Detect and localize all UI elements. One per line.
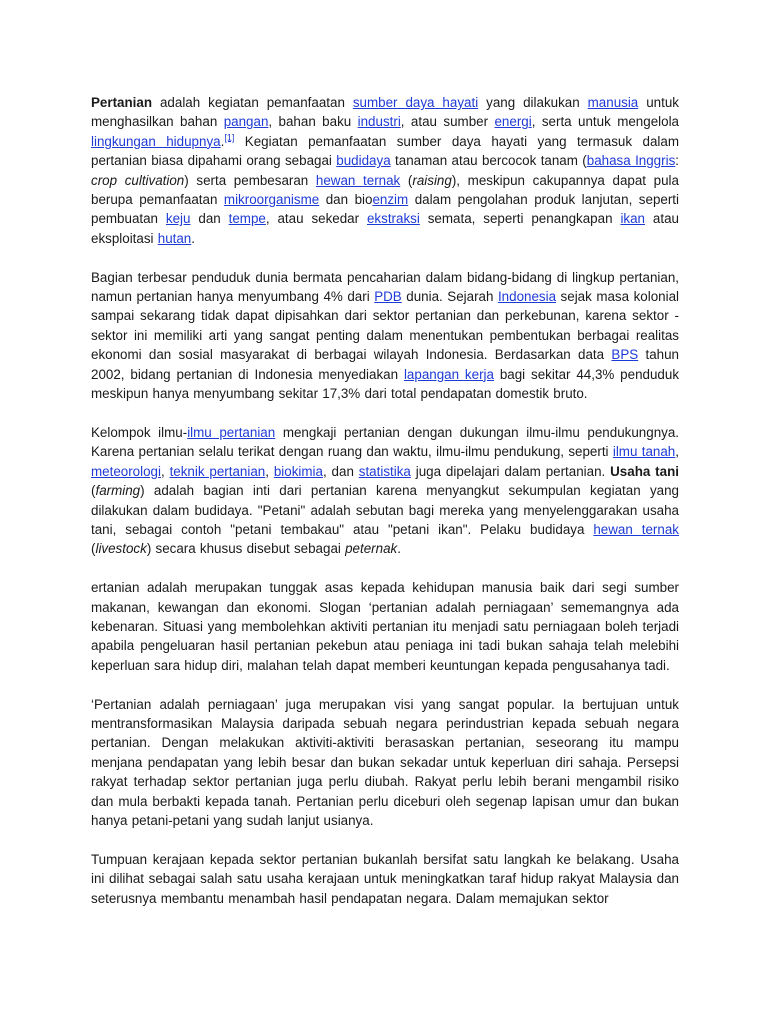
text-run: , atau sumber	[400, 114, 495, 130]
paragraph	[91, 268, 679, 404]
text-run: (	[400, 172, 413, 188]
text-run: adalah kegiatan pemanfaatan	[152, 95, 353, 110]
text-run: ) serta pembesaran	[184, 172, 316, 188]
text-run: Tumpuan kerajaan kepada sektor pertanian bukanlah bersifat satu langkah ke belakang. Usaha ini dilihat sebagai salah satu usaha kerajaan untuk meningkatkan taraf hidup rakyat Malaysia dan seterusnya membantu menambah hasil pendapatan negara. Dalam memajukan sektor	[91, 851, 679, 906]
italic-term: peternak	[345, 541, 398, 557]
paragraph	[91, 695, 679, 831]
wiki-link[interactable]: hewan ternak	[315, 172, 401, 188]
text-run: ertanian adalah merupakan tunggak asas kepada kehidupan manusia baik dari segi sumber makanan, kewangan dan ekonomi. Slogan ‘pertanian adalah perniagaan’ sememangnya ada kebenaran. Situasi yang membolehkan aktiviti pertanian itu menjadi satu perniagaan boleh terjadi apabila pengeluaran hasil pertanian pekebun atau peniaga ini tadi bukan sahaja telah melebihi keperluan sara hidup diri, malahan telah dapat memberi keuntungan kepada pengusahanya tadi.	[91, 580, 679, 673]
text-run: dan bio	[319, 192, 373, 208]
wiki-link[interactable]: Indonesia	[497, 289, 557, 305]
wiki-link[interactable]: pangan	[223, 114, 269, 130]
text-run: , bahan baku	[268, 114, 358, 130]
wiki-link[interactable]: biokimia	[273, 463, 323, 479]
wiki-link[interactable]: keju	[165, 211, 191, 227]
text-run: juga dipelajari dalam pertanian.	[410, 463, 611, 479]
bold-term: Pertanian	[91, 95, 153, 110]
paragraph	[91, 578, 679, 675]
paragraph	[91, 850, 679, 908]
wiki-link[interactable]: energi	[494, 114, 532, 130]
wiki-link[interactable]: BPS	[611, 347, 639, 363]
text-run: ,	[675, 444, 679, 460]
text-run: yang dilakukan	[478, 95, 588, 110]
text-run: Kelompok ilmu-	[91, 424, 188, 440]
italic-term: raising	[412, 172, 452, 188]
wiki-link[interactable]: industri	[357, 114, 401, 130]
wiki-link[interactable]: statistika	[358, 463, 411, 479]
text-run: , atau sekedar	[265, 211, 367, 227]
wiki-link[interactable]: manusia	[587, 95, 639, 110]
wiki-link[interactable]: budidaya	[336, 153, 391, 169]
text-run: mengkaji pertanian dengan dukungan ilmu-ilmu pendukungnya. Karena pertanian selalu terikat dengan ruang dan waktu, ilmu-ilmu pendukung, seperti	[91, 424, 679, 460]
italic-term: crop cultivation	[91, 172, 185, 188]
text-run: (	[91, 541, 96, 557]
text-run: .	[397, 541, 401, 557]
text-run: ) secara khusus disebut sebagai	[146, 541, 346, 557]
text-run: ,	[160, 463, 170, 479]
text-run: Bagian terbesar penduduk dunia bermata pencaharian dalam bidang-bidang di lingkup pertanian, namun pertanian hanya menyumbang 4% dari	[91, 269, 679, 305]
text-run: ‘Pertanian adalah perniagaan’ juga merupakan visi yang sangat popular. Ia bertujuan untuk mentransformasikan Malaysia daripada sebuah negara perindustrian kepada sebuah negara pertanian. Dengan melakukan aktiviti-aktiviti berasaskan pertanian, seseorang itu mampu menjana pendapatan yang lebih besar dan bukan sekadar untuk keperluan diri sahaja. Persepsi rakyat terhadap sektor pertanian juga perlu diubah. Rakyat perlu lebih berani mengambil risiko dan mula berbakti kepada tanah. Pertanian perlu diceburi oleh segenap lapisan umur dan bukan hanya petani-petani yang sudah lanjut usianya.	[91, 696, 679, 828]
wiki-link[interactable]: lingkungan hidupnya	[91, 133, 221, 149]
text-run: , serta untuk mengelola	[531, 114, 679, 130]
text-run: .	[191, 230, 195, 246]
wiki-link[interactable]: ikan	[620, 211, 646, 227]
wiki-link[interactable]: enzim	[372, 192, 409, 208]
text-run: sejak masa kolonial sampai sekarang tidak dapat dipisahkan dari sektor pertanian dan perkebunan, karena sektor - sektor ini memiliki arti yang sangat penting dalam menentukan pembentukan berbagai realitas ekonomi dan sosial masyarakat di berbagai wilayah Indonesia. Berdasarkan data	[91, 289, 680, 363]
wiki-link[interactable]: hewan ternak	[593, 521, 679, 537]
text-run: :	[675, 153, 679, 169]
footnote-ref[interactable]: [1]	[224, 132, 235, 143]
wiki-link[interactable]: tempe	[228, 211, 266, 227]
text-run: ), meskipun cakupannya dapat pula berupa pemanfaatan	[91, 172, 679, 208]
wiki-link[interactable]: ilmu pertanian	[187, 424, 276, 440]
wiki-link[interactable]: teknik pertanian	[169, 463, 266, 479]
italic-term: livestock	[95, 541, 147, 557]
text-run: Kegiatan pemanfaatan sumber daya hayati yang termasuk dalam pertanian biasa dipahami orang sebagai	[91, 133, 679, 169]
wiki-link[interactable]: ilmu tanah	[612, 444, 676, 460]
text-run: dunia. Sejarah	[401, 289, 498, 305]
paragraph	[91, 423, 679, 559]
text-run: ,	[265, 463, 274, 479]
text-run: dan	[190, 211, 229, 227]
paragraph	[91, 93, 679, 248]
text-run: .	[220, 133, 225, 149]
wiki-link[interactable]: meteorologi	[91, 463, 161, 479]
text-run: untuk menghasilkan bahan	[91, 95, 679, 130]
wiki-link[interactable]: lapangan kerja	[403, 366, 494, 382]
wiki-link[interactable]: ekstraksi	[366, 211, 420, 227]
text-run: atau eksploitasi	[91, 211, 679, 246]
text-run: , dan	[322, 463, 359, 479]
wiki-link[interactable]: PDB	[374, 289, 402, 305]
text-run: tanaman atau bercocok tanam (	[390, 153, 587, 169]
wiki-link[interactable]: sumber daya hayati	[352, 95, 479, 110]
wiki-link[interactable]: mikroorganisme	[223, 192, 320, 208]
italic-term: farming	[95, 483, 141, 499]
text-run: tahun 2002, bidang pertanian di Indonesia menyediakan	[91, 347, 679, 382]
text-run: (	[91, 483, 96, 499]
document-page	[91, 93, 679, 927]
wiki-link[interactable]: hutan	[157, 230, 192, 246]
bold-term: Usaha tani	[610, 463, 679, 479]
wiki-link[interactable]: bahasa Inggris	[586, 153, 676, 169]
text-run: semata, seperti penangkapan	[419, 211, 621, 227]
text-run: ) adalah bagian inti dari pertanian karena menyangkut sekumpulan kegiatan yang dilakukan dalam budidaya. "Petani" adalah sebutan bagi mereka yang menyelenggarakan usaha tani, sebagai contoh "petani tembakau" atau "petani ikan". Pelaku budidaya	[91, 483, 679, 537]
text-run: dalam pengolahan produk lanjutan, seperti pembuatan	[91, 192, 679, 227]
text-run: bagi sekitar 44,3% penduduk meskipun hanya menyumbang sekitar 17,3% dari total pendapatan domestik bruto.	[91, 366, 680, 402]
